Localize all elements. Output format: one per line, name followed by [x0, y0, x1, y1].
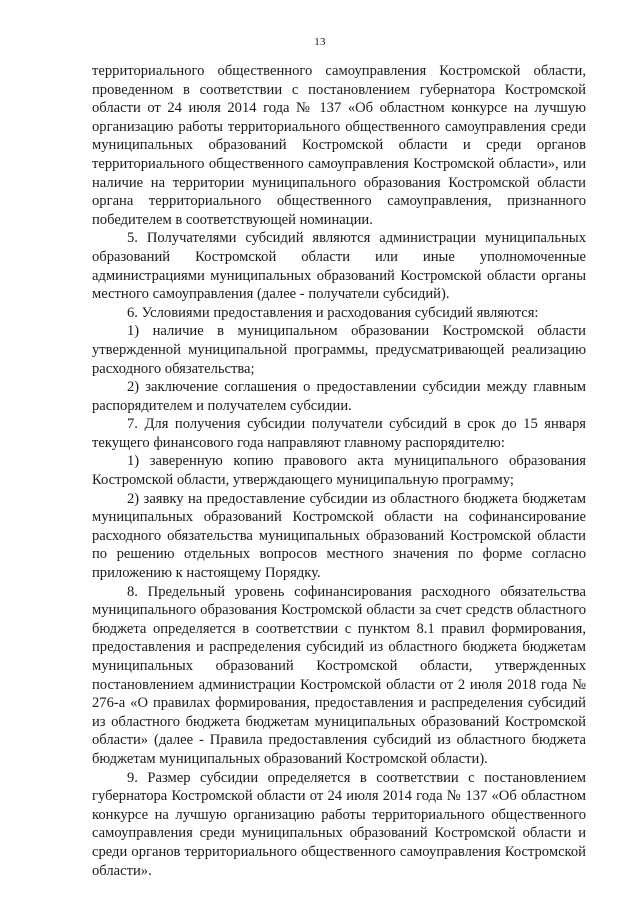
document-body [92, 62, 586, 880]
paragraph-item-6-1: 1) наличие в муниципальном образовании Костромской области утвержденной муниципальной программы, предусматривающей реализацию расходного обязательства; [92, 323, 586, 377]
paragraph-item-7-1: 1) заверенную копию правового акта муниципального образования Костромской области, утверждающего муниципальную программу; [92, 453, 586, 489]
paragraph-item-7-2: 2) заявку на предоставление субсидии из областного бюджета бюджетам муниципальных образований Костромской области на софинансирование расходного обязательства муниципальных образований Костромской области по решению отдельных вопросов местного значения по форме согласно приложению к настоящему Порядку. [92, 490, 586, 582]
paragraph-item-7: 7. Для получения субсидии получатели субсидий в срок до 15 января текущего финансового года направляют главному распорядителю: [92, 416, 586, 451]
page-number: 13 [314, 36, 326, 48]
paragraph-item-8: 8. Предельный уровень софинансирования расходного обязательства муниципального образования Костромской области за счет средств областного бюджета определяется в соответствии с пунктом 8.1 правил формирования, предоставления и распределения субсидий из областного бюджета бюджетам муниципальных образований Костромской области, утвержденных постановлением администрации Костромской области от 2 июля 2018 года № 276-а «О правилах формирования, предоставления и распределения субсидий из областного бюджета бюджетам муниципальных образований Костромской области» (далее - Правила предоставления субсидий из областного бюджета бюджетам муниципальных образований Костромской области). [92, 583, 586, 767]
paragraph-continuation: территориального общественного самоуправления Костромской области, проведенном в соответствии с постановлением губернатора Костромской области от 24 июля 2014 года № 137 «Об областном конкурсе на лучшую организацию работы территориального общественного самоуправления среди муниципальных образований Костромской области и среди органов территориального общественного самоуправления Костромской области», или наличие на территории муниципального образования Костромской области органа территориального общественного самоуправления, признанного победителем в соответствующей номинации. [92, 63, 586, 228]
paragraph-item-5: 5. Получателями субсидий являются администрации муниципальных образований Костромской области или иные уполномоченные администрациями муниципальных образований Костромской области органы местного самоуправления (далее - получатели субсидий). [92, 230, 586, 303]
paragraph-item-6-2: 2) заключение соглашения о предоставлении субсидии между главным распорядителем и получателем субсидии. [92, 379, 586, 414]
paragraph-item-6: 6. Условиями предоставления и расходования субсидий являются: [127, 304, 539, 321]
paragraph-item-9: 9. Размер субсидии определяется в соответствии с постановлением губернатора Костромской области от 24 июля 2014 года № 137 «Об областном конкурсе на лучшую организацию работы территориального общественного самоуправления среди муниципальных образований Костромской области и среди органов территориального общественного самоуправления Костромской области». [92, 769, 586, 879]
